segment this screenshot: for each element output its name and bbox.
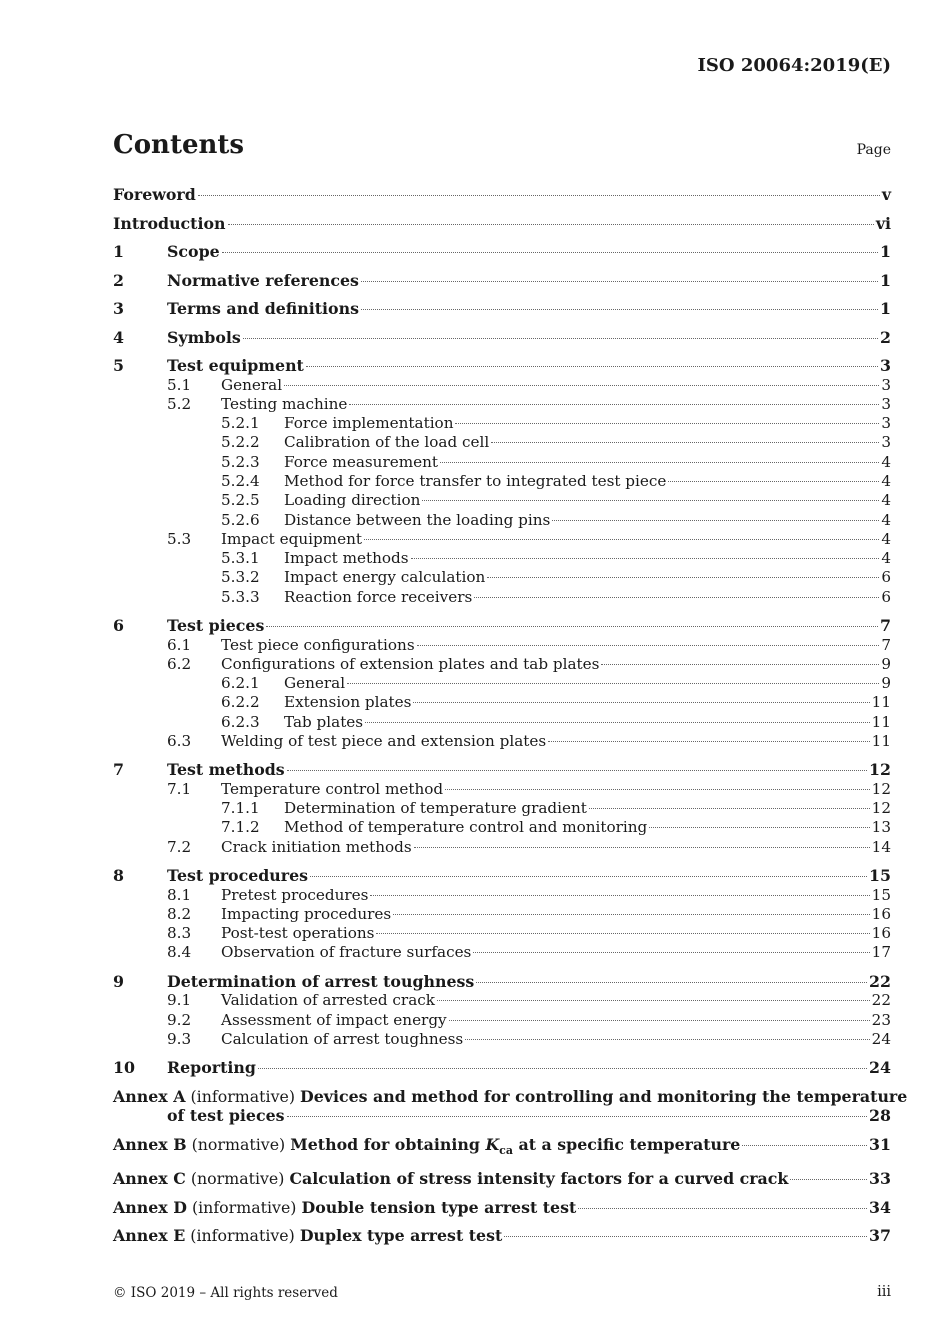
dot-leader <box>445 789 870 790</box>
toc-entry[interactable] <box>113 549 891 568</box>
annex-id: Annex A <box>113 1086 186 1106</box>
dot-leader <box>414 847 870 848</box>
toc-entry[interactable] <box>113 818 891 837</box>
toc-entry-number: 2 <box>113 270 124 290</box>
toc-entry-page: 3 <box>881 394 891 413</box>
page-number: iii <box>877 1284 891 1300</box>
toc-entry-page: 22 <box>871 991 891 1010</box>
kca-symbol: K <box>485 1134 500 1154</box>
toc-entry-number: 5 <box>113 356 124 375</box>
toc-entry-number: 9 <box>113 971 124 991</box>
toc-entry[interactable] <box>113 242 891 262</box>
toc-entry-title: Testing machine <box>221 394 348 413</box>
annex-id: Annex C <box>113 1169 186 1189</box>
toc-entry[interactable] <box>113 414 891 433</box>
toc-entry-title: Validation of arrested crack <box>221 991 435 1010</box>
toc-entry-page: 23 <box>871 1010 891 1029</box>
toc-entry-title: Reaction force receivers <box>284 587 473 606</box>
annex-page: 37 <box>869 1226 891 1246</box>
dot-leader <box>601 664 879 665</box>
toc-entry-title: General <box>284 674 346 693</box>
annex-title: Double tension type arrest test <box>301 1197 577 1217</box>
toc-entry-page: 4 <box>881 529 891 548</box>
toc-entry-title: Calibration of the load cell <box>284 433 490 452</box>
toc-entry[interactable] <box>113 905 891 924</box>
toc-entry-title: Tab plates <box>284 712 364 731</box>
toc-entry-number: 5.2.3 <box>221 452 260 471</box>
toc-entry-number: 7.2 <box>167 837 192 856</box>
toc-entry[interactable] <box>113 530 891 549</box>
toc-entry-number: 7.1 <box>167 779 192 798</box>
toc-entry-number: 1 <box>113 242 124 261</box>
toc-entry-number: 7.1.2 <box>221 818 260 837</box>
annex-title-end: at a specific temperature <box>513 1134 741 1154</box>
toc-entry-page: 16 <box>871 924 891 943</box>
toc-entry-page: 9 <box>881 674 891 693</box>
toc-entry[interactable] <box>113 924 891 943</box>
toc-entry-number: 5.2.1 <box>221 414 260 433</box>
toc-entry[interactable] <box>113 1011 891 1030</box>
dot-leader <box>287 1116 867 1117</box>
toc-entry-title: Loading direction <box>284 491 421 510</box>
toc-entry-number: 5.2.4 <box>221 471 260 490</box>
toc-entry[interactable] <box>113 636 891 655</box>
dot-leader <box>364 539 879 540</box>
toc-entry-title: Reporting <box>167 1058 256 1078</box>
toc-entry-page: 4 <box>881 491 891 510</box>
toc-entry-title: Extension plates <box>284 693 412 712</box>
toc-entry[interactable] <box>113 866 891 886</box>
dot-leader <box>411 558 880 559</box>
toc-entry[interactable] <box>113 453 891 472</box>
toc-entry-number: 8.3 <box>167 924 192 943</box>
toc-entry-number: 5.3.2 <box>221 568 260 587</box>
dot-leader <box>284 385 879 386</box>
annex-id: Annex E <box>113 1226 186 1246</box>
dot-leader <box>413 702 869 703</box>
kca-subscript: ca <box>499 1143 513 1157</box>
toc-entry-page: 4 <box>881 452 891 471</box>
table-of-contents <box>113 185 908 1246</box>
toc-entry-page: 12 <box>869 760 891 780</box>
toc-entry-number: 3 <box>113 299 124 318</box>
dot-leader <box>393 914 870 915</box>
dot-leader <box>243 338 878 339</box>
annex-title: Calculation of stress intensity factors for a curved crack <box>289 1169 789 1189</box>
toc-entry-title: General <box>221 375 283 394</box>
toc-entry-number: 5.2 <box>167 394 192 413</box>
toc-entry-title: Crack initiation methods <box>221 837 412 856</box>
toc-entry[interactable] <box>113 799 891 818</box>
toc-annex-entry[interactable] <box>113 1226 891 1246</box>
toc-entry-number: 5.2.6 <box>221 510 260 529</box>
document-id: ISO 20064:2019(E) <box>697 55 891 76</box>
toc-entry-number: 8 <box>113 866 124 886</box>
annex-type: (normative) <box>190 1169 285 1189</box>
annex-title-continued: of test pieces <box>167 1106 285 1126</box>
toc-entry-number: 6.2.2 <box>221 693 260 712</box>
toc-entry-number: 9.3 <box>167 1029 192 1048</box>
annex-title: Duplex type arrest test <box>299 1226 503 1246</box>
toc-entry[interactable] <box>113 1030 891 1049</box>
toc-entry[interactable] <box>113 693 891 712</box>
toc-annex-entry[interactable] <box>113 1135 891 1161</box>
dot-leader <box>440 462 879 463</box>
annex-page: 28 <box>869 1106 891 1126</box>
toc-entry-title: Foreword <box>113 185 196 204</box>
annex-type: (normative) <box>191 1134 286 1154</box>
toc-entry-title: Introduction <box>113 213 226 233</box>
dot-leader <box>589 808 870 809</box>
toc-entry-title: Calculation of arrest toughness <box>221 1029 464 1048</box>
toc-entry-number: 7 <box>113 760 124 780</box>
dot-leader <box>422 500 879 501</box>
dot-leader <box>552 520 879 521</box>
annex-heading <box>113 1169 788 1189</box>
toc-entry-page: 24 <box>871 1029 891 1048</box>
toc-entry-title: Temperature control method <box>221 779 444 798</box>
toc-entry-number: 9.1 <box>167 991 192 1010</box>
toc-entry[interactable] <box>113 616 891 636</box>
toc-entry-page: 3 <box>880 356 891 375</box>
toc-entry-page: 4 <box>881 549 891 568</box>
toc-entry[interactable] <box>113 674 891 693</box>
toc-entry-number: 8.2 <box>167 904 192 923</box>
toc-annex-entry[interactable] <box>113 1198 891 1218</box>
dot-leader <box>222 252 878 253</box>
toc-entry-number: 5.2.5 <box>221 491 260 510</box>
dot-leader <box>491 442 879 443</box>
dot-leader <box>504 1236 867 1237</box>
toc-entry[interactable] <box>113 588 891 607</box>
toc-entry-number: 6.2.1 <box>221 674 260 693</box>
toc-entry[interactable] <box>113 655 891 674</box>
toc-entry-number: 5.1 <box>167 375 192 394</box>
annex-title: Method for obtaining <box>290 1134 486 1154</box>
toc-entry-title: Post-test operations <box>221 924 375 943</box>
dot-leader <box>476 982 867 983</box>
toc-entry[interactable] <box>113 433 891 452</box>
toc-entry-title: Scope <box>167 242 220 261</box>
toc-entry-title: Test methods <box>167 760 285 780</box>
toc-entry-page: 9 <box>881 654 891 673</box>
annex-id: Annex B <box>113 1134 187 1154</box>
toc-entry-page: 16 <box>871 904 891 923</box>
dot-leader <box>487 577 879 578</box>
toc-entry[interactable] <box>113 214 891 234</box>
toc-entry-title: Observation of fracture surfaces <box>221 943 472 962</box>
toc-entry-title: Symbols <box>167 327 241 347</box>
toc-entry-title: Method for force transfer to integrated test piece <box>284 471 667 490</box>
toc-entry[interactable] <box>113 299 891 319</box>
toc-entry-title: Impact methods <box>284 549 409 568</box>
toc-entry[interactable] <box>113 395 891 414</box>
toc-entry-page: 1 <box>880 270 891 290</box>
toc-entry-page: 3 <box>881 414 891 433</box>
toc-entry-title: Test piece configurations <box>221 635 415 654</box>
toc-entry-page: 13 <box>871 818 891 837</box>
annex-page: 33 <box>869 1169 891 1189</box>
toc-entry-page: 2 <box>880 327 891 347</box>
toc-entry-page: 15 <box>869 866 891 886</box>
copyright-notice: © ISO 2019 – All rights reserved <box>113 1285 338 1301</box>
annex-page: 34 <box>869 1197 891 1217</box>
toc-entry[interactable] <box>113 328 891 348</box>
toc-entry[interactable] <box>113 1058 891 1078</box>
dot-leader <box>361 309 878 310</box>
toc-entry[interactable] <box>113 376 891 395</box>
annex-type: (informative) <box>191 1197 297 1217</box>
toc-entry-title: Test equipment <box>167 356 304 375</box>
dot-leader <box>742 1145 867 1146</box>
toc-entry-page: 7 <box>881 635 891 654</box>
toc-annex-entry[interactable] <box>113 1169 891 1189</box>
dot-leader <box>449 1020 870 1021</box>
toc-entry-title: Impact energy calculation <box>284 568 486 587</box>
toc-entry-number: 10 <box>113 1058 135 1078</box>
toc-entry-title: Welding of test piece and extension plates <box>221 732 547 751</box>
dot-leader <box>465 1039 869 1040</box>
toc-entry-title: Terms and definitions <box>167 299 359 318</box>
toc-entry-title: Normative references <box>167 270 359 290</box>
dot-leader <box>474 597 879 598</box>
toc-entry-page: 3 <box>881 433 891 452</box>
toc-entry-page: 22 <box>869 971 891 991</box>
toc-entry-page: 11 <box>871 712 891 731</box>
annex-page: 31 <box>869 1134 891 1154</box>
toc-entry[interactable] <box>113 713 891 732</box>
toc-entry[interactable] <box>113 760 891 780</box>
dot-leader <box>417 645 880 646</box>
toc-entry[interactable] <box>113 491 891 510</box>
toc-entry[interactable] <box>113 943 891 962</box>
toc-entry-title: Force measurement <box>284 452 438 471</box>
toc-entry[interactable] <box>113 185 891 205</box>
toc-entry-page: 3 <box>881 375 891 394</box>
dot-leader <box>306 366 878 367</box>
toc-entry-title: Distance between the loading pins <box>284 510 551 529</box>
dot-leader <box>548 741 870 742</box>
toc-entry-title: Test pieces <box>167 616 265 636</box>
toc-entry-page: 12 <box>871 779 891 798</box>
toc-entry-page: 24 <box>869 1058 891 1078</box>
toc-entry-number: 6 <box>113 616 124 636</box>
toc-entry[interactable] <box>113 732 891 751</box>
toc-entry[interactable] <box>113 472 891 491</box>
toc-entry[interactable] <box>113 886 891 905</box>
dot-leader <box>455 423 879 424</box>
toc-entry-number: 5.3.1 <box>221 549 260 568</box>
toc-entry-page: 17 <box>871 943 891 962</box>
dot-leader <box>258 1068 867 1069</box>
toc-entry-number: 5.3.3 <box>221 587 260 606</box>
toc-entry-page: 14 <box>871 837 891 856</box>
toc-entry-title: Impact equipment <box>221 529 362 548</box>
toc-entry[interactable] <box>113 271 891 291</box>
dot-leader <box>349 404 879 405</box>
toc-entry-title: Impacting procedures <box>221 904 392 923</box>
dot-leader <box>649 827 869 828</box>
dot-leader <box>198 195 880 196</box>
toc-entry-number: 5.3 <box>167 529 192 548</box>
toc-entry-page: 11 <box>871 732 891 751</box>
toc-entry-number: 7.1.1 <box>221 799 260 818</box>
toc-entry[interactable] <box>113 838 891 857</box>
toc-entry-number: 6.3 <box>167 732 192 751</box>
dot-leader <box>473 952 869 953</box>
annex-heading <box>113 1135 740 1161</box>
toc-entry-number: 6.1 <box>167 635 192 654</box>
page-title: Contents <box>113 130 245 160</box>
toc-entry-title: Pretest procedures <box>221 885 369 904</box>
dot-leader <box>365 722 870 723</box>
toc-entry-page: 7 <box>880 616 891 636</box>
toc-entry-page: 11 <box>871 693 891 712</box>
dot-leader <box>437 1000 870 1001</box>
toc-entry-page: 1 <box>880 299 891 318</box>
annex-type: (informative) <box>190 1086 296 1106</box>
annex-title: Devices and method for controlling and monitoring the temperature <box>300 1086 908 1106</box>
annex-id: Annex D <box>113 1197 187 1217</box>
dot-leader <box>287 770 867 771</box>
toc-entry-title: Determination of arrest toughness <box>167 971 475 991</box>
toc-entry-page: 15 <box>871 885 891 904</box>
toc-entry[interactable] <box>113 991 891 1010</box>
toc-entry-number: 9.2 <box>167 1010 192 1029</box>
dot-leader <box>370 895 869 896</box>
toc-entry-number: 5.2.2 <box>221 433 260 452</box>
toc-entry-title: Force implementation <box>284 414 454 433</box>
toc-entry-number: 4 <box>113 327 124 347</box>
toc-entry-page: 12 <box>871 799 891 818</box>
dot-leader <box>376 933 869 934</box>
toc-entry-page: 4 <box>881 471 891 490</box>
dot-leader <box>578 1208 867 1209</box>
dot-leader <box>266 626 878 627</box>
dot-leader <box>790 1179 867 1180</box>
toc-entry-number: 8.4 <box>167 943 192 962</box>
page-column-label: Page <box>856 142 891 158</box>
toc-entry-title: Assessment of impact energy <box>221 1010 447 1029</box>
dot-leader <box>347 683 879 684</box>
toc-entry-number: 6.2 <box>167 654 192 673</box>
toc-entry-number: 6.2.3 <box>221 712 260 731</box>
annex-heading <box>113 1226 502 1246</box>
toc-entry-title: Method of temperature control and monitoring <box>284 818 648 837</box>
toc-entry-title: Test procedures <box>167 866 309 886</box>
toc-entry-title: Configurations of extension plates and tab plates <box>221 654 600 673</box>
toc-entry[interactable] <box>113 568 891 587</box>
toc-entry[interactable] <box>113 511 891 530</box>
toc-annex-entry[interactable] <box>113 1086 908 1126</box>
toc-entry-page: 6 <box>881 587 891 606</box>
toc-entry[interactable] <box>113 972 891 992</box>
annex-type: (informative) <box>190 1226 295 1246</box>
toc-entry-page: 4 <box>881 510 891 529</box>
toc-entry-page: 6 <box>881 568 891 587</box>
toc-entry-page: 1 <box>880 242 891 261</box>
toc-entry-number: 8.1 <box>167 885 192 904</box>
toc-entry-page: v <box>881 185 891 204</box>
dot-leader <box>668 481 879 482</box>
dot-leader <box>310 876 867 877</box>
toc-entry-page: vi <box>875 213 891 233</box>
annex-heading <box>113 1198 576 1218</box>
toc-entry[interactable] <box>113 356 891 376</box>
dot-leader <box>361 281 878 282</box>
dot-leader <box>228 224 874 225</box>
toc-entry-title: Determination of temperature gradient <box>284 799 587 818</box>
toc-entry[interactable] <box>113 780 891 799</box>
